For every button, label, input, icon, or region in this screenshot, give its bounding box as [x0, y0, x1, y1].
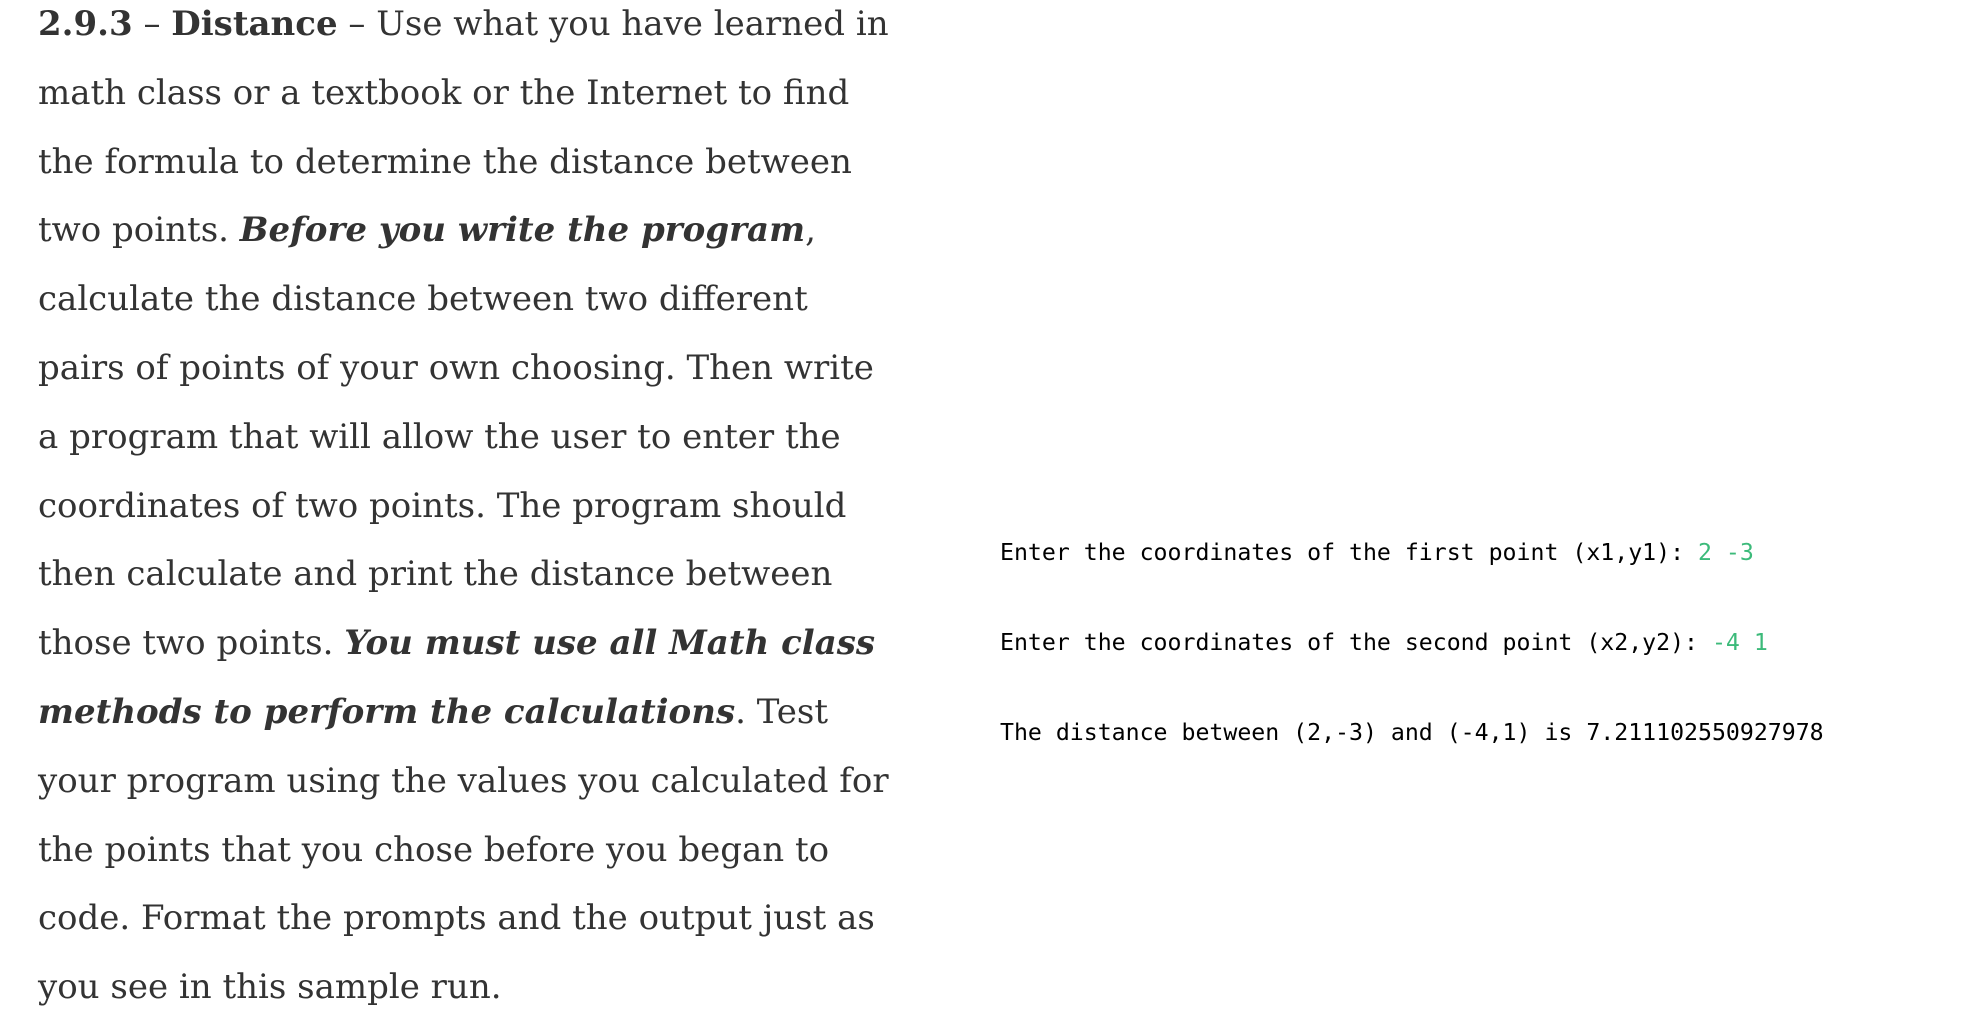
console-line-1	[1000, 538, 1824, 568]
prompt-second-point: Enter the coordinates of the second point (x2,y2):	[1000, 629, 1712, 656]
console-output-line: The distance between (2,-3) and (-4,1) is 7.211102550927978	[1000, 719, 1824, 746]
exercise-title: Distance	[171, 4, 338, 44]
user-input-second-point: -4 1	[1711, 629, 1768, 656]
emphasis-math-methods: You must use all Math class methods to perform the calculations	[38, 623, 876, 732]
prompt-first-point: Enter the coordinates of the first point (x1,y1):	[1000, 539, 1699, 566]
exercise-description	[38, 0, 898, 1032]
exercise-number: 2.9.3	[38, 4, 133, 44]
console-line-2	[1000, 628, 1824, 658]
description-text-3: . Test your program using the values you calculated for the points that you chose before you began to code. Format the prompts and the output just as you see in this sample run.	[38, 691, 889, 1008]
emphasis-before-program: Before you write the program	[239, 210, 806, 251]
user-input-first-point: 2 -3	[1698, 539, 1754, 566]
separator-dash: –	[132, 4, 172, 44]
description-text-1: Use what you have learned in math class or a textbook or the Internet to find the formula to determine the distance between two points.	[38, 4, 889, 251]
sample-run-console	[1000, 478, 1824, 778]
description-text-2: , calculate the distance between two different pairs of points of your own choosing. Then write a program that will allow the user to enter the coordinates of two points. The program should then calculate and print the distance between those two points.	[38, 210, 874, 664]
exercise-paragraph	[38, 0, 898, 1022]
separator-dash-2: –	[337, 4, 377, 44]
